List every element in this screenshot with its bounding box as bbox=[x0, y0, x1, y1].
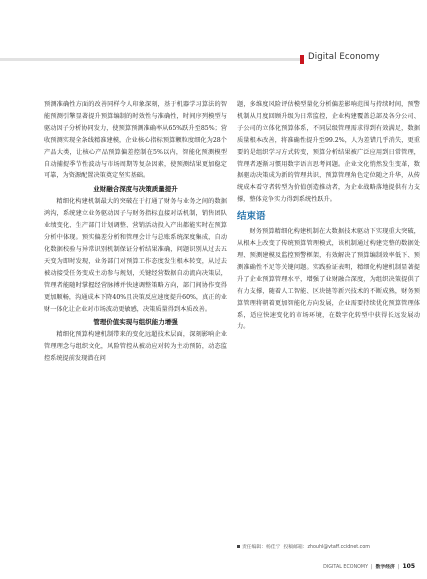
page-folio bbox=[323, 563, 415, 570]
folio-separator: | bbox=[371, 565, 373, 570]
left-paragraph-3: 精细化预算构建机制带来的变化远超技术层面，深刻影响企业管理理念与组织文化，风险管控从被动应对转为主动预防，动态监控系统提前发现潜在问 bbox=[44, 331, 227, 363]
left-paragraph-1: 预测准确性方面的改善同样令人印象深刻，基于机器学习算法的智能预测引擎显著提升预算编制的时效性与准确性，时间序列模型与驱动因子分析协同发力，使预算预测准确率从65%跃升至85%；营收预测实现全条线精准建模，企业核心指标预算颗粒度细化为28个产品大类，让核心产品预算偏差控制在5%以内，智能化预测模型自动捕捉季节性波动与市场周期等复杂因素，使预测结果更加稳定可靠，为资源配置决策奠定坚实基础。 bbox=[44, 101, 227, 180]
right-paragraph-2: 财务预算精细化构建机制在大数据技术驱动下实现重大突破，从根本上改变了传统预算管理模式，该机制通过构建完整的数据处理、预测建模及监控预警框架，有效解决了预算编制效率低下、预测准确性不足等关键问题。实践验证表明，精细化构建机制显著提升了企业预算管理水平，增强了业财融合深度，为组织决策提供了有力支撑，随着人工智能、区块链等新兴技术的不断成熟，财务预算管理将朝着更加智能化方向发展，企业需要持续优化预算管理体系，适应快速变化的市场环境，在数字化转型中获得长远发展动力。 bbox=[237, 228, 420, 331]
heading-conclusion: 结束语 bbox=[237, 211, 266, 223]
square-bullet-icon bbox=[237, 545, 240, 548]
right-paragraph-1: 题，多维度风险评估模型量化分析偏差影响范围与持续时间，预警机制从月度回顾升级为日常监控，企业构建覆盖总部及各分公司、子公司的立体化预算体系，不同层级管理需求得到有效满足，数据质量根本改善，将准确性提升至99.2%，人为差错几乎消失，更重要的是组织学习方式转变，预算分析结果被广泛应用到日常管理，管理者逐渐习惯用数字语言思考问题。企业文化悄然发生变革，数据驱动决策成为新的管理共识，预算管理角色定位随之升华，从传统成本看守者转型为价值创造推动者，为企业战略落地提供有力支撑，整体竞争实力得到系统性跃升。 bbox=[237, 101, 420, 204]
editor-label: 责任编辑：杨佳宁 bbox=[242, 545, 281, 550]
page-number: 105 bbox=[402, 563, 415, 570]
left-column bbox=[44, 99, 227, 365]
right-column bbox=[237, 99, 420, 333]
submission-email: 投稿邮箱：zhouhl@vtaff.ccidnet.com bbox=[283, 545, 370, 550]
magazine-name-en: DIGITAL ECONOMY bbox=[323, 565, 369, 570]
magazine-name-cn: 数字经济 bbox=[375, 565, 395, 570]
subheading-management-value: 管理价值实现与组织能力增强 bbox=[93, 318, 178, 327]
folio-separator-2: | bbox=[397, 565, 400, 570]
subheading-integration: 业财融合深度与决策质量提升 bbox=[93, 185, 178, 194]
left-paragraph-2: 精细化构建机制最大的突破在于打通了财务与业务之间的数据鸿沟，系统建立业务驱动因子与财务指标直接对话机制，销售团队业绩变化、生产部门计划调整、营销活动投入产出都能实时在预算分析中体现。预实偏差分析和管理会计与总账系统深度集成，自动化数据校验与异常识别机制保证分析结果准确，问题识别从过去五天变为即时发现，业务部门对预算工作态度发生根本转变，从过去被动接受任务变成主动参与规划，关键经营数据自动流向决策层，管理者能随时掌握经营脉搏并快速调整策略方向，部门间协作变得更加顺畅，沟通成本下降40%且决策反应速度提升60%，真正的业财一体化让企业对市场波动更敏感，决策质量得到本质改善。 bbox=[44, 198, 227, 313]
section-title: Digital Economy bbox=[308, 52, 380, 62]
header-accent-mark bbox=[300, 55, 304, 64]
header-rule bbox=[0, 58, 300, 61]
editor-footnote bbox=[237, 543, 370, 550]
